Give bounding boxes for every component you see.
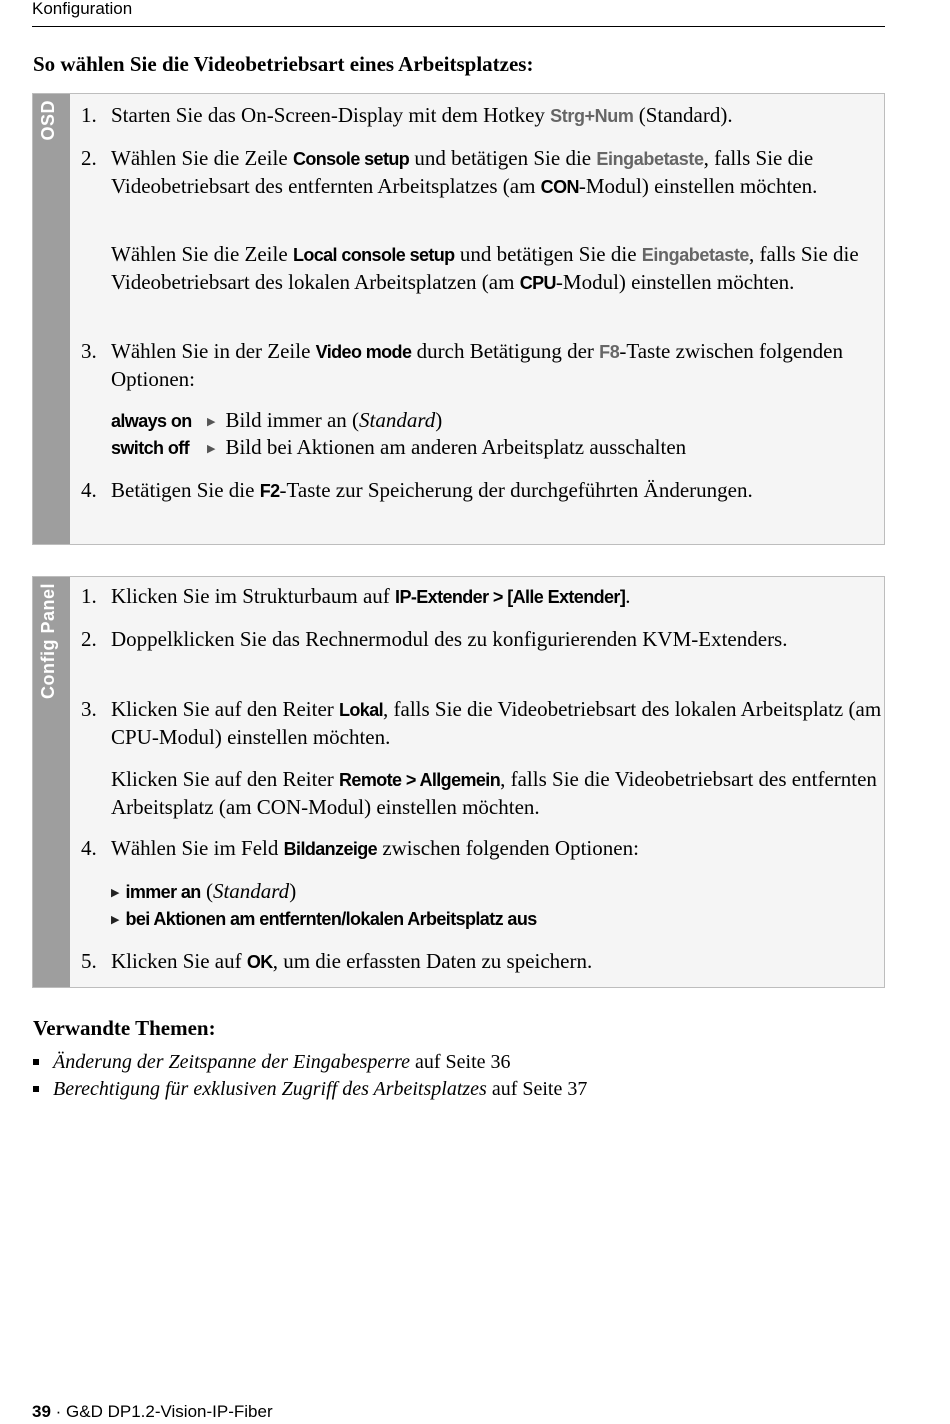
step-text: Klicken Sie im Strukturbaum auf IP-Extender > [Alle Extender]. <box>111 584 631 608</box>
step-number: 1. <box>81 584 97 608</box>
config-option-immer-an: ▶ immer an (Standard) <box>111 879 297 903</box>
page-footer: 39 · G&D DP1.2-Vision-IP-Fiber <box>32 1402 273 1421</box>
step-text: Klicken Sie auf den Reiter Remote > Allgemein, falls Sie die Videobetriebsart des entfernten Arbeitsplatz (am CON-Modul) einstellen möchten. <box>111 767 877 819</box>
step-text: Betätigen Sie die F2-Taste zur Speicherung der durchgeführten Änderungen. <box>111 478 753 502</box>
triangle-right-icon: ▶ <box>207 443 216 455</box>
instruction-title: So wählen Sie die Videobetriebsart eines Arbeitsplatzes: <box>33 52 534 76</box>
hotkey-label: Strg+Num <box>550 106 634 126</box>
step-text: Klicken Sie auf den Reiter Lokal, falls Sie die Videobetriebsart des lokalen Arbeitsplatz (am CPU-Modul) einstellen möchten. <box>111 697 882 749</box>
config-panel-instructions-box <box>32 576 885 988</box>
step-number: 3. <box>81 339 97 363</box>
step-number: 2. <box>81 627 97 651</box>
step-number: 1. <box>81 103 97 127</box>
osd-tab <box>33 94 70 544</box>
related-link-2[interactable]: Berechtigung für exklusiven Zugriff des Arbeitsplatzes auf Seite 37 <box>33 1076 587 1102</box>
triangle-right-icon: ▶ <box>207 416 216 428</box>
osd-option-switch-off: switch off ▶ Bild bei Aktionen am anderen Arbeitsplatz ausschalten <box>111 434 686 463</box>
osd-option-always-on: always on ▶ Bild immer an (Standard) <box>111 407 442 436</box>
step-number: 5. <box>81 949 97 973</box>
page-number: 39 <box>32 1402 51 1421</box>
section-title: Konfiguration <box>32 0 133 18</box>
step-number: 4. <box>81 836 97 860</box>
osd-instructions-box <box>32 93 885 545</box>
step-text: Wählen Sie die Zeile Local console setup und betätigen Sie die Eingabetaste, falls Sie die Videobetriebsart des lokalen Arbeitsplatzen (am CPU-Modul) einstellen möchten. <box>111 242 859 294</box>
option-key: switch off <box>111 438 189 458</box>
config-panel-tab-label: Config Panel <box>38 583 58 700</box>
step-text: Doppelklicken Sie das Rechnermodul des zu konfigurierenden KVM-Extenders. <box>111 627 788 651</box>
triangle-right-icon: ▶ <box>111 887 120 899</box>
bullet-icon <box>33 1076 43 1084</box>
step-number: 2. <box>81 146 97 170</box>
step-text: Wählen Sie die Zeile Console setup und betätigen Sie die Eingabetaste, falls Sie die Videobetriebsart des entfernten Arbeitsplatzes (am CON-Modul) einstellen möchten. <box>111 146 818 198</box>
option-key: bei Aktionen am entfernten/lokalen Arbeitsplatz aus <box>125 909 537 929</box>
page-header <box>32 0 885 27</box>
step-number: 3. <box>81 697 97 721</box>
related-link-1[interactable]: Änderung der Zeitspanne der Eingabesperre auf Seite 36 <box>33 1049 511 1075</box>
osd-tab-label: OSD <box>38 100 58 141</box>
config-option-bei-aktionen <box>111 905 537 934</box>
step-text: Starten Sie das On-Screen-Display mit dem Hotkey Strg+Num (Standard). <box>111 103 733 127</box>
step-text: Wählen Sie in der Zeile Video mode durch Betätigung der F8-Taste zwischen folgenden Optionen: <box>111 339 843 391</box>
bullet-icon <box>33 1049 43 1057</box>
product-name: G&D DP1.2-Vision-IP-Fiber <box>66 1402 273 1421</box>
option-key: always on <box>111 411 192 431</box>
step-text: Klicken Sie auf OK, um die erfassten Daten zu speichern. <box>111 949 593 973</box>
step-text: Wählen Sie im Feld Bildanzeige zwischen folgenden Optionen: <box>111 836 639 860</box>
triangle-right-icon: ▶ <box>111 914 120 926</box>
config-panel-tab <box>33 577 70 987</box>
step-number: 4. <box>81 478 97 502</box>
related-topics-title: Verwandte Themen: <box>33 1016 216 1040</box>
option-key: immer an <box>125 882 201 902</box>
